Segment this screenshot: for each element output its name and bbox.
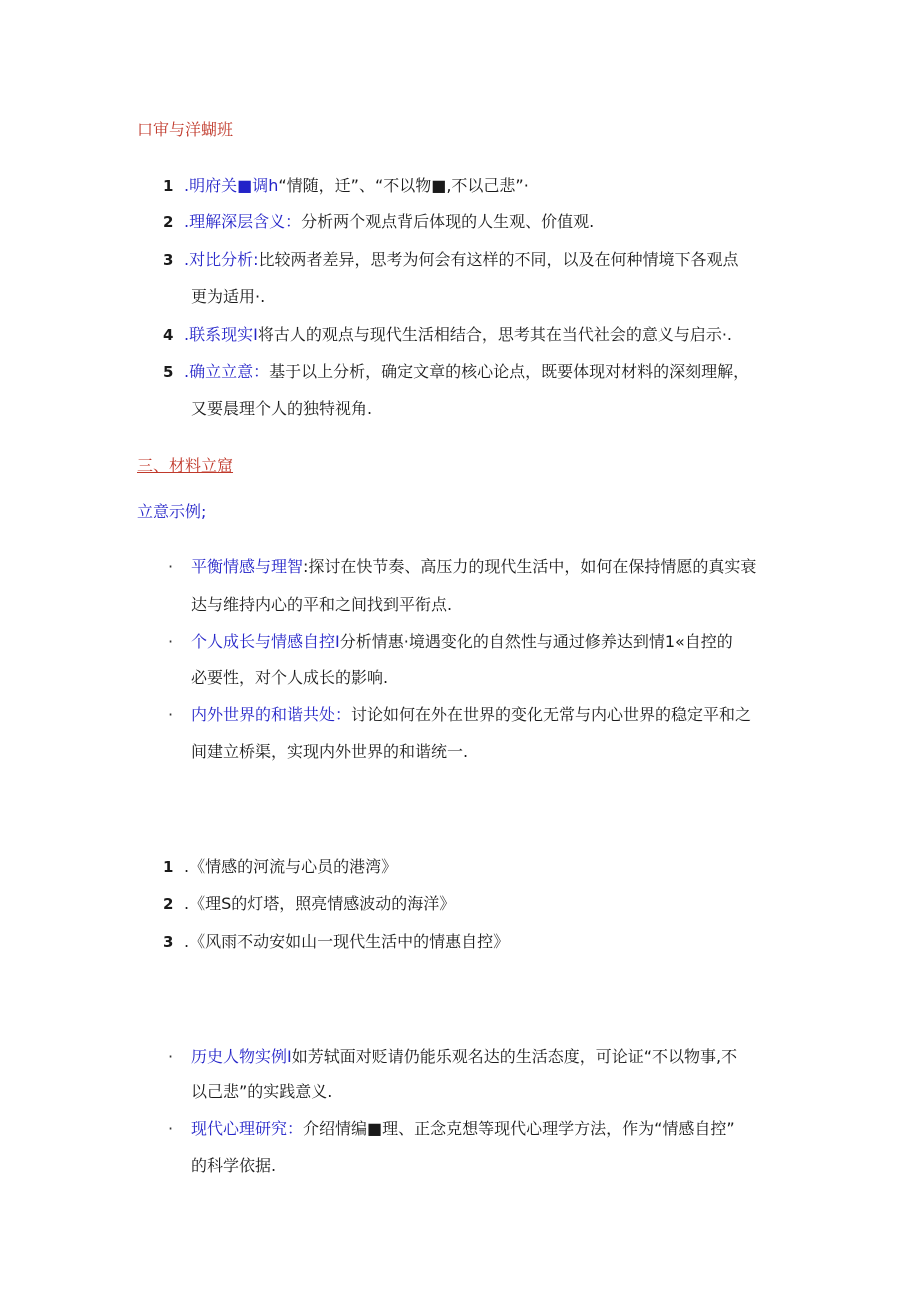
evidence-keyword: 历史人物实例I xyxy=(191,1047,292,1066)
step-keyword: .联系现实I xyxy=(184,325,258,344)
step-text: 将古人的观点与现代生活相结合，思考其在当代社会的意义与启示·. xyxy=(257,325,732,344)
idea-line xyxy=(191,557,756,577)
step-line xyxy=(184,250,739,270)
bullet-dot: · xyxy=(168,632,174,651)
evidence-continuation: 以己悲”的实践意义. xyxy=(191,1082,333,1101)
section-three-heading: 三、材料立窟 xyxy=(137,456,234,475)
title-text: .《风雨不动安如山一现代生活中的情惠自控》 xyxy=(184,932,510,951)
step-keyword: .明府关■调h xyxy=(184,176,279,195)
idea-keyword: 内外世界的和谐共处： xyxy=(191,705,352,724)
idea-continuation: 达与维持内心的平和之间找到平衔点. xyxy=(191,595,453,614)
idea-text: 讨论如何在外在世界的变化无常与内心世界的稳定平和之 xyxy=(351,705,752,724)
idea-continuation: 必要性，对个人成长的影响. xyxy=(191,668,389,687)
bullet-dot: · xyxy=(168,705,174,724)
idea-line xyxy=(191,632,733,652)
step-number: 2 xyxy=(163,213,174,231)
evidence-line xyxy=(191,1047,737,1067)
examples-label: 立意示例; xyxy=(137,502,207,521)
step-line xyxy=(184,176,529,196)
step-keyword: .确立立意： xyxy=(184,362,270,381)
idea-continuation: 间建立桥渠，实现内外世界的和谐统一. xyxy=(191,742,469,761)
step-keyword: .理解深层含义： xyxy=(184,212,302,231)
step-text: “情随，迁”、“不以物■,不以己悲”· xyxy=(278,176,529,195)
bullet-dot: · xyxy=(168,557,174,576)
title-number: 1 xyxy=(163,858,174,876)
step-text: 基于以上分析，确定文章的核心论点，既要体现对材料的深刻理解， xyxy=(269,362,750,381)
review-heading: 口审与洋蝴班 xyxy=(137,120,234,139)
evidence-line xyxy=(191,1119,735,1139)
step-number: 1 xyxy=(163,177,174,195)
title-number: 2 xyxy=(163,895,174,913)
bullet-dot: · xyxy=(168,1047,174,1066)
idea-keyword: 平衡情感与理智 xyxy=(191,557,304,576)
title-number: 3 xyxy=(163,933,174,951)
step-text: 比较两者差异，思考为何会有这样的不同，以及在何种情境下各观点 xyxy=(258,250,739,269)
step-number: 4 xyxy=(163,326,174,344)
title-text: .《理S的灯塔，照亮情感波动的海洋》 xyxy=(184,894,456,913)
bullet-dot: · xyxy=(168,1119,174,1138)
idea-text: :探讨在快节奏、高压力的现代生活中，如何在保持情愿的真实衰 xyxy=(303,557,757,576)
evidence-continuation: 的科学依据. xyxy=(191,1156,277,1175)
evidence-keyword: 现代心理研究： xyxy=(191,1119,304,1138)
step-continuation: 又要晨理个人的独特视角. xyxy=(191,399,373,418)
idea-text: 分析情惠·境遇变化的自然性与通过修养达到情1«自控的 xyxy=(339,632,733,651)
step-line xyxy=(184,325,732,345)
evidence-text: 介绍情编■理、正念克想等现代心理学方法，作为“情感自控” xyxy=(303,1119,735,1138)
step-keyword: .对比分析: xyxy=(184,250,259,269)
step-number: 5 xyxy=(163,363,174,381)
idea-keyword: 个人成长与情感自控I xyxy=(191,632,340,651)
idea-line xyxy=(191,705,751,725)
step-text: 分析两个观点背后体现的人生观、价值观. xyxy=(301,212,595,231)
step-number: 3 xyxy=(163,251,174,269)
evidence-text: 如芳轼面对贬请仍能乐观名达的生活态度，可论证“不以物事,不 xyxy=(291,1047,738,1066)
step-line xyxy=(184,212,594,232)
step-line xyxy=(184,362,749,382)
step-continuation: 更为适用·. xyxy=(191,287,266,306)
title-text: .《情感的河流与心员的港湾》 xyxy=(184,857,398,876)
